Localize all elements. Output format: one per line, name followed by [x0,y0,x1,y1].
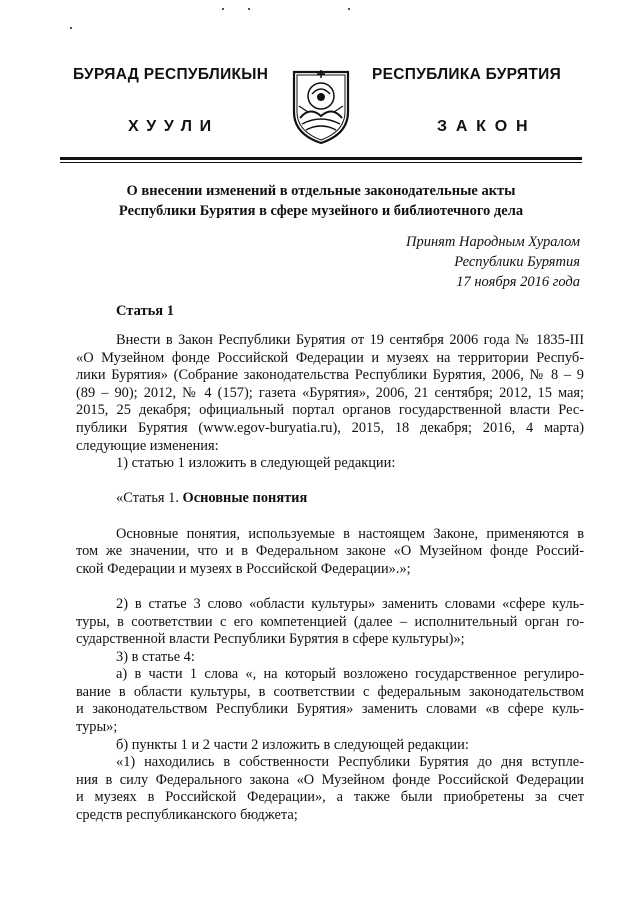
text-line: 2015, 25 декабря; официальный портал органов государственной власти Рес- [76,402,584,419]
text-line: б) пункты 1 и 2 части 2 изложить в следующей редакции: [116,736,469,753]
list-item [76,737,584,755]
scan-speck [348,8,350,10]
text-line: «О Музейном фонде Российской Федерации и музеях на территории Респуб- [76,349,584,366]
text-line: и законодательством Республики Бурятия» заменить словами «в сфере куль- [76,701,584,718]
text-line: и музеях в Российской Федерации», а также были приобретены за счет [76,789,584,806]
quoted-heading-prefix: «Статья 1. [116,490,183,507]
quoted-heading-title: Основные понятия [182,490,308,507]
law-title-line: Республики Бурятия в сфере музейного и библиотечного дела [118,203,524,219]
scan-speck [222,8,224,10]
text-line: публики Бурятия (www.egov-buryatia.ru), 2015, 18 декабря; 2016, 4 марта) [76,419,584,436]
article-body [76,332,584,825]
text-line: средств республиканского бюджета; [76,807,298,824]
text-line: том же значении, что и в Федеральном законе «О Музейном фонде Россий- [76,543,584,560]
adoption-note-line: Республики Бурятия [454,254,580,270]
text-line: лики Бурятия» (Собрание законодательства Республики Бурятия, 2006, № 8 – 9 [76,367,584,384]
paragraph-article-4-part-1 [76,666,584,736]
paragraph-definitions [76,526,584,579]
adoption-note [330,232,580,292]
paragraph-article-3 [76,596,584,649]
text-line: туры»; [76,719,118,736]
paragraph-amendment-intro [76,332,584,455]
article-heading: Статья 1 [116,303,174,319]
adoption-date: 17 ноября 2016 года [456,274,580,290]
text-line: а) в части 1 слова «, на который возложено государственное регулиро- [116,666,584,683]
paragraph-article-4-part-2 [76,754,584,824]
list-item [76,649,584,667]
list-item [76,455,584,473]
text-line: (89 – 90); 2012, № 4 (157); газета «Бурятия», 2006, 21 сентября; 2012, 15 мая; [76,384,584,401]
header-org-russian: РЕСПУБЛИКА БУРЯТИЯ [372,66,562,83]
header-rule-thick [60,157,582,160]
text-line: 2) в статье 3 слово «области культуры» заменить словами «сфере куль- [116,595,584,612]
text-line: ской Федерации и музеях в Российской Федерации».»; [76,560,411,577]
adoption-note-line: Принят Народным Хуралом [405,234,580,250]
text-line: вание в области культуры, в соответствии с федеральным законодательством [76,683,584,700]
text-line: ния в силу Федерального закона «О Музейном фонде Российской Федерации [76,771,584,788]
text-line: сударственной власти Республики Бурятия в сфере культуры)»; [76,631,465,648]
text-line: Внести в Закон Республики Бурятия от 19 сентября 2006 года № 1835-III [116,332,584,348]
text-line: туры, в соответствии с его компетенцией (далее – исполнительный орган го- [76,613,584,630]
scan-speck [70,27,72,29]
law-title [60,181,582,221]
text-line: следующие изменения: [76,437,219,454]
header-kind-buryat: ХУУЛИ [128,118,219,135]
header-kind-russian: ЗАКОН [437,118,537,135]
quoted-article-heading [76,490,584,508]
header-rule-thin [60,162,582,163]
coat-of-arms-emblem [290,66,352,146]
text-line: 1) статью 1 изложить в следующей редакции: [116,455,396,472]
text-line: 3) в статье 4: [116,648,195,665]
scan-speck [248,8,250,10]
text-line: Основные понятия, используемые в настоящем Законе, применяются в [116,525,584,542]
header-org-buryat: БУРЯАД РЕСПУБЛИКЫН [73,66,269,83]
law-title-line: О внесении изменений в отдельные законодательные акты [126,183,516,199]
text-line: «1) находились в собственности Республики Бурятия до дня вступле- [116,754,584,771]
